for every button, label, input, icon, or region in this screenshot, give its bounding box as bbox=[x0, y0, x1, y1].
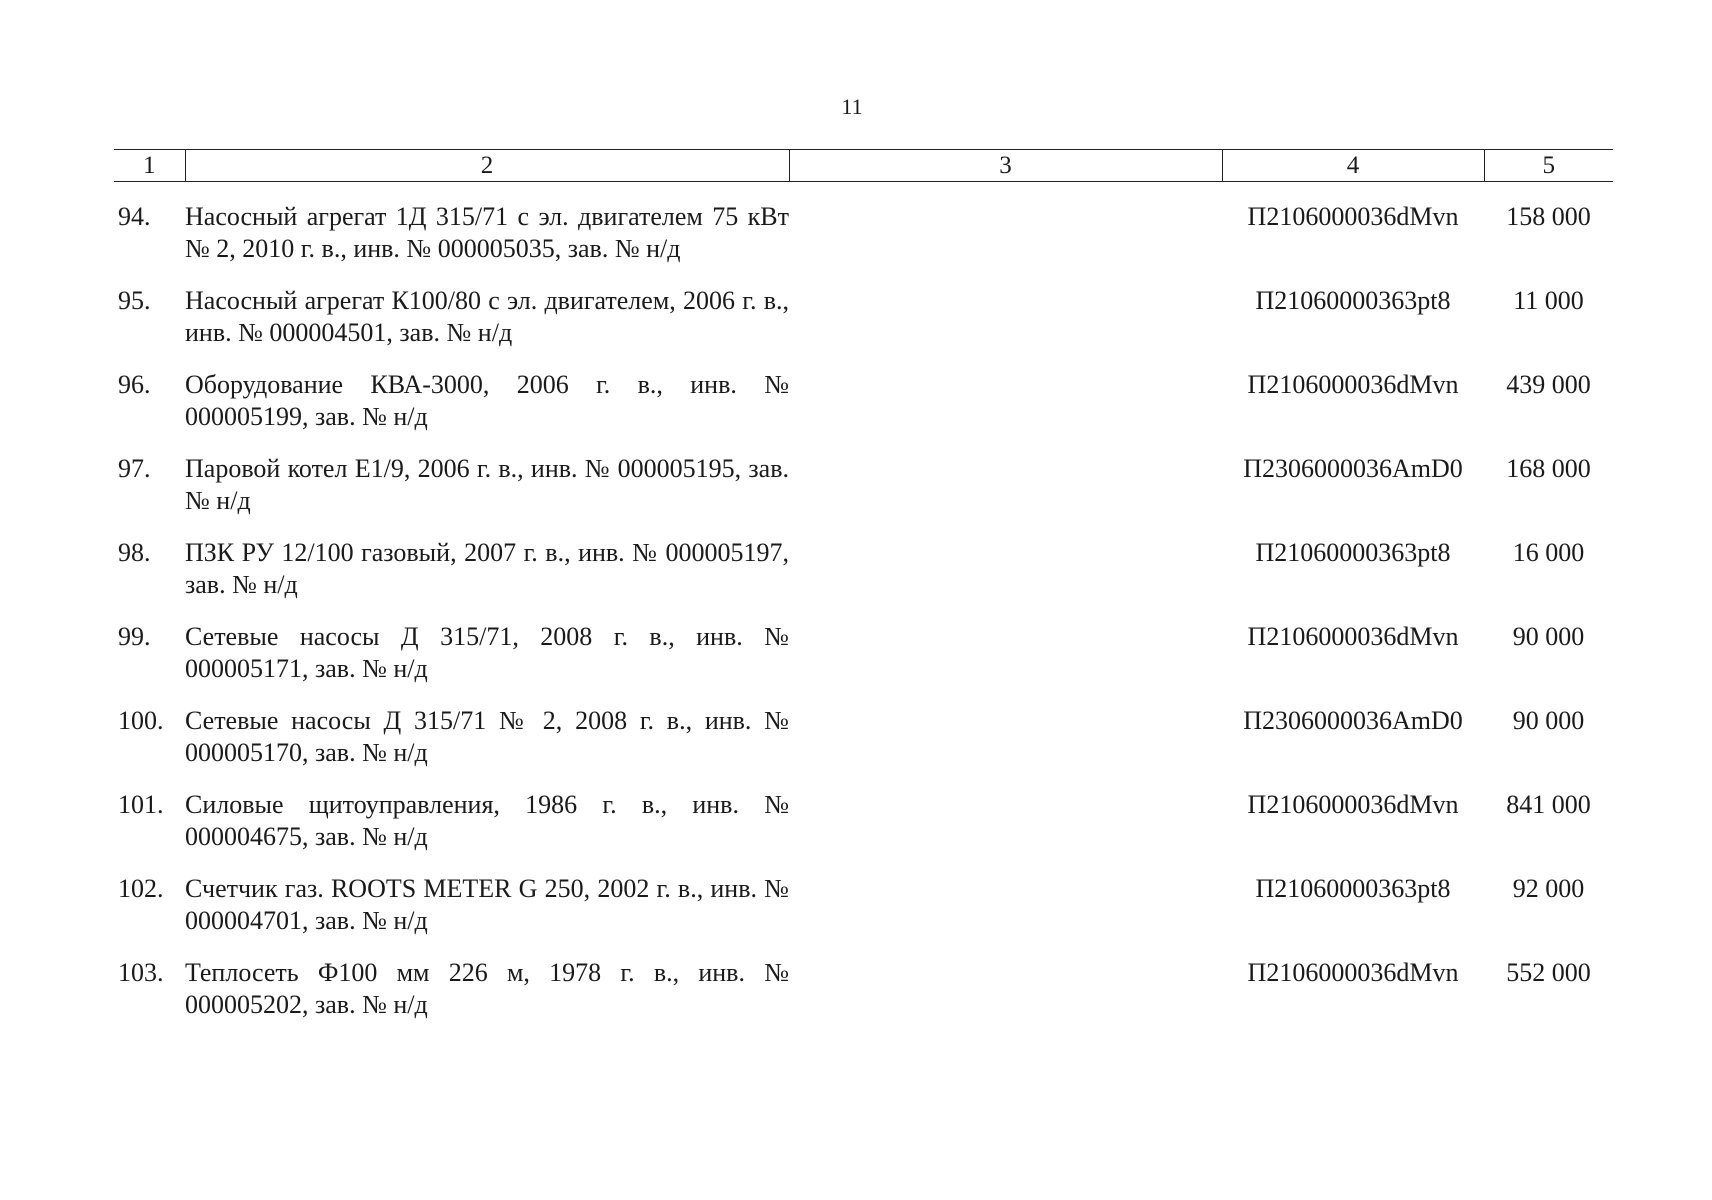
row-number: 101. bbox=[118, 790, 164, 819]
row-number: 102. bbox=[118, 874, 164, 903]
table-row bbox=[114, 688, 1613, 772]
row-code: П2106000036dMvn bbox=[1247, 622, 1459, 651]
row-code: П21060000363pt8 bbox=[1255, 874, 1451, 903]
row-description: Оборудование КВА-3000, 2006 г. в., инв. № 000005199, зав. № н/д bbox=[185, 370, 789, 431]
table-row bbox=[114, 940, 1613, 1024]
row-col3 bbox=[789, 688, 1222, 772]
row-value: 158 000 bbox=[1506, 202, 1591, 231]
inventory-table bbox=[114, 149, 1613, 1024]
row-col3 bbox=[789, 268, 1222, 352]
row-number: 103. bbox=[118, 958, 164, 987]
row-description: Насосный агрегат 1Д 315/71 с эл. двигателем 75 кВт № 2, 2010 г. в., инв. № 000005035, зав. № н/д bbox=[185, 202, 789, 263]
row-value: 92 000 bbox=[1512, 874, 1585, 903]
table-row bbox=[114, 856, 1613, 940]
table-row bbox=[114, 604, 1613, 688]
column-header-2: 2 bbox=[185, 150, 789, 182]
table-row bbox=[114, 182, 1613, 269]
row-value: 90 000 bbox=[1512, 622, 1585, 651]
table-row bbox=[114, 436, 1613, 520]
row-value: 841 000 bbox=[1506, 790, 1591, 819]
column-header-1: 1 bbox=[114, 150, 185, 182]
row-code: П2106000036dMvn bbox=[1247, 958, 1459, 987]
row-col3 bbox=[789, 520, 1222, 604]
row-number: 94. bbox=[118, 202, 151, 231]
table-row bbox=[114, 772, 1613, 856]
row-number: 99. bbox=[118, 622, 151, 651]
row-value: 168 000 bbox=[1506, 454, 1591, 483]
row-value: 90 000 bbox=[1512, 706, 1585, 735]
row-description: Силовые щитоуправления, 1986 г. в., инв. № 000004675, зав. № н/д bbox=[185, 790, 789, 851]
row-number: 97. bbox=[118, 454, 151, 483]
row-number: 100. bbox=[118, 706, 164, 735]
row-value: 16 000 bbox=[1512, 538, 1585, 567]
row-description: Насосный агрегат К100/80 с эл. двигателем, 2006 г. в., инв. № 000004501, зав. № н/д bbox=[185, 286, 789, 347]
row-code: П2306000036AmD0 bbox=[1243, 706, 1463, 735]
column-header-4: 4 bbox=[1222, 150, 1484, 182]
row-description: Счетчик газ. ROOTS METER G 250, 2002 г. в., инв. № 000004701, зав. № н/д bbox=[185, 874, 789, 935]
row-col3 bbox=[789, 182, 1222, 269]
column-number-row bbox=[114, 150, 1613, 182]
row-value: 552 000 bbox=[1506, 958, 1591, 987]
row-code: П2106000036dMvn bbox=[1247, 370, 1459, 399]
row-code: П2306000036AmD0 bbox=[1243, 454, 1463, 483]
row-number: 98. bbox=[118, 538, 151, 567]
row-col3 bbox=[789, 940, 1222, 1024]
row-number: 96. bbox=[118, 370, 151, 399]
column-header-3: 3 bbox=[789, 150, 1222, 182]
row-description: ПЗК РУ 12/100 газовый, 2007 г. в., инв. № 000005197, зав. № н/д bbox=[185, 538, 789, 599]
column-header-5: 5 bbox=[1484, 150, 1613, 182]
row-description: Паровой котел Е1/9, 2006 г. в., инв. № 000005195, зав. № н/д bbox=[185, 454, 789, 515]
table-row bbox=[114, 520, 1613, 604]
row-description: Сетевые насосы Д 315/71 № 2, 2008 г. в., инв. № 000005170, зав. № н/д bbox=[185, 706, 789, 767]
row-number: 95. bbox=[118, 286, 151, 315]
row-col3 bbox=[789, 856, 1222, 940]
table-row bbox=[114, 268, 1613, 352]
row-col3 bbox=[789, 436, 1222, 520]
row-code: П2106000036dMvn bbox=[1247, 202, 1459, 231]
row-code: П2106000036dMvn bbox=[1247, 790, 1459, 819]
table-row bbox=[114, 352, 1613, 436]
row-description: Сетевые насосы Д 315/71, 2008 г. в., инв. № 000005171, зав. № н/д bbox=[185, 622, 789, 683]
row-col3 bbox=[789, 604, 1222, 688]
row-code: П21060000363pt8 bbox=[1255, 286, 1451, 315]
row-col3 bbox=[789, 352, 1222, 436]
row-value: 11 000 bbox=[1513, 286, 1584, 315]
page-number: 11 bbox=[841, 94, 863, 119]
row-code: П21060000363pt8 bbox=[1255, 538, 1451, 567]
row-description: Теплосеть Ф100 мм 226 м, 1978 г. в., инв. № 000005202, зав. № н/д bbox=[185, 958, 789, 1019]
row-col3 bbox=[789, 772, 1222, 856]
row-value: 439 000 bbox=[1506, 370, 1591, 399]
